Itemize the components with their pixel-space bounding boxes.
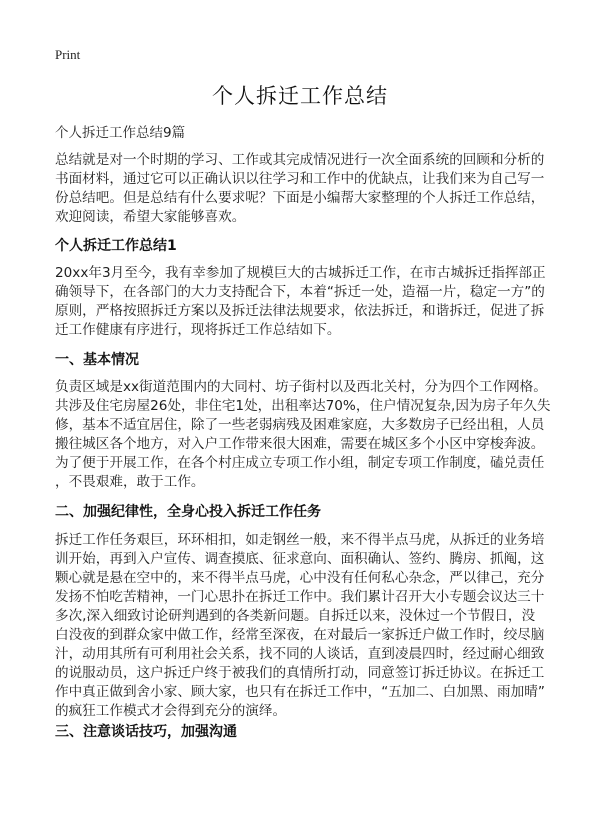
text-line: 的疯狂工作模式才会得到充分的演绎。 [55,703,287,719]
text-line: 发扬不怕吃苦精神，一门心思扑在拆迁工作中。我们累计召开大小专题会议达三十 [55,589,545,605]
part3-heading: 三、注意谈话技巧，加强沟通 [55,724,237,740]
text-line: 总结就是对一个时期的学习、工作或其完成情况进行一次全面系统的回顾和分析的 [55,152,545,168]
text-line: 多次,深入细致讨论研判遇到的各类新问题。自拆迁以来，没休过一个节假日，没 [55,608,536,624]
text-line: 共涉及住宅房屋26处，非住宅1处，出租率达70%，住户情况复杂,因为房子年久失 [55,398,551,414]
part2-heading: 二、加强纪律性，全身心投入拆迁工作任务 [55,504,321,520]
text-line: 20xx年3月至今，我有幸参加了规模巨大的古城拆迁工作，在市古城拆迁指挥部正 [55,265,546,281]
intro-paragraph [55,151,555,227]
text-line: 搬往城区各个地方，对入户工作带来很大困难，需要在城区多个小区中穿梭奔波。 [55,436,545,452]
document-title: 个人拆迁工作总结 [212,84,388,108]
part2-paragraph [55,531,555,721]
print-link[interactable]: Print [55,47,81,62]
section1-paragraph [55,264,555,340]
text-line: 的说服动员，这户拆迁户终于被我们的真情所打动，同意签订拆迁协议。在拆迁工 [55,665,545,681]
text-line: ，不畏艰难，敢于工作。 [55,474,205,490]
text-line: 为了便于开展工作，在各个村庄成立专项工作小组，制定专项工作制度，磕兑责任 [55,455,545,471]
part1-paragraph [55,378,555,492]
text-line: 确领导下，在各部门的大力支持配合下，本着“拆迁一处，造福一片，稳定一方”的 [55,284,545,300]
text-line: 颗心就是悬在空中的，来不得半点马虎，心中没有任何私心杂念，严以律己，充分 [55,570,545,586]
text-line: 训开始，再到入户宣传、调查摸底、征求意向、面积确认、签约、腾房、抓阄，这 [55,551,545,567]
text-line: 份总结吧。但是总结有什么要求呢？下面是小编帮大家整理的个人拆迁工作总结， [55,190,545,206]
text-line: 修，基本不适宜居住，除了一些老弱病残及困难家庭，大多数房子已经出租，人员 [55,417,545,433]
text-line: 负责区域是xx街道范围内的大同村、坊子街村以及西北关村，分为四个工作网格。 [55,379,547,395]
section-heading: 个人拆迁工作总结1 [55,238,177,254]
text-line: 作中真正做到舍小家、顾大家，也只有在拆迁工作中，“五加二、白加黑、雨加晴” [55,684,545,700]
text-line: 拆迁工作任务艰巨，环环相扣，如走钢丝一般，来不得半点马虎，从拆迁的业务培 [55,532,545,548]
text-line: 白没夜的到群众家中做工作，经常至深夜，在对最后一家拆迁户做工作时，绞尽脑 [55,627,545,643]
part1-heading: 一、基本情况 [55,352,139,368]
text-line: 汁，动用其所有可利用社会关系，找不同的人谈话，直到凌晨四时，经过耐心细致 [55,646,545,662]
text-line: 迁工作健康有序进行，现将拆迁工作总结如下。 [55,322,341,338]
text-line: 欢迎阅读，希望大家能够喜欢。 [55,209,246,225]
document-subtitle: 个人拆迁工作总结9篇 [55,125,186,141]
text-line: 书面材料，通过它可以正确认识以往学习和工作中的优缺点，让我们来为自己写一 [55,171,545,187]
text-line: 原则，严格按照拆迁方案以及拆迁法律法规要求，依法拆迁，和谐拆迁，促进了拆 [55,303,545,319]
